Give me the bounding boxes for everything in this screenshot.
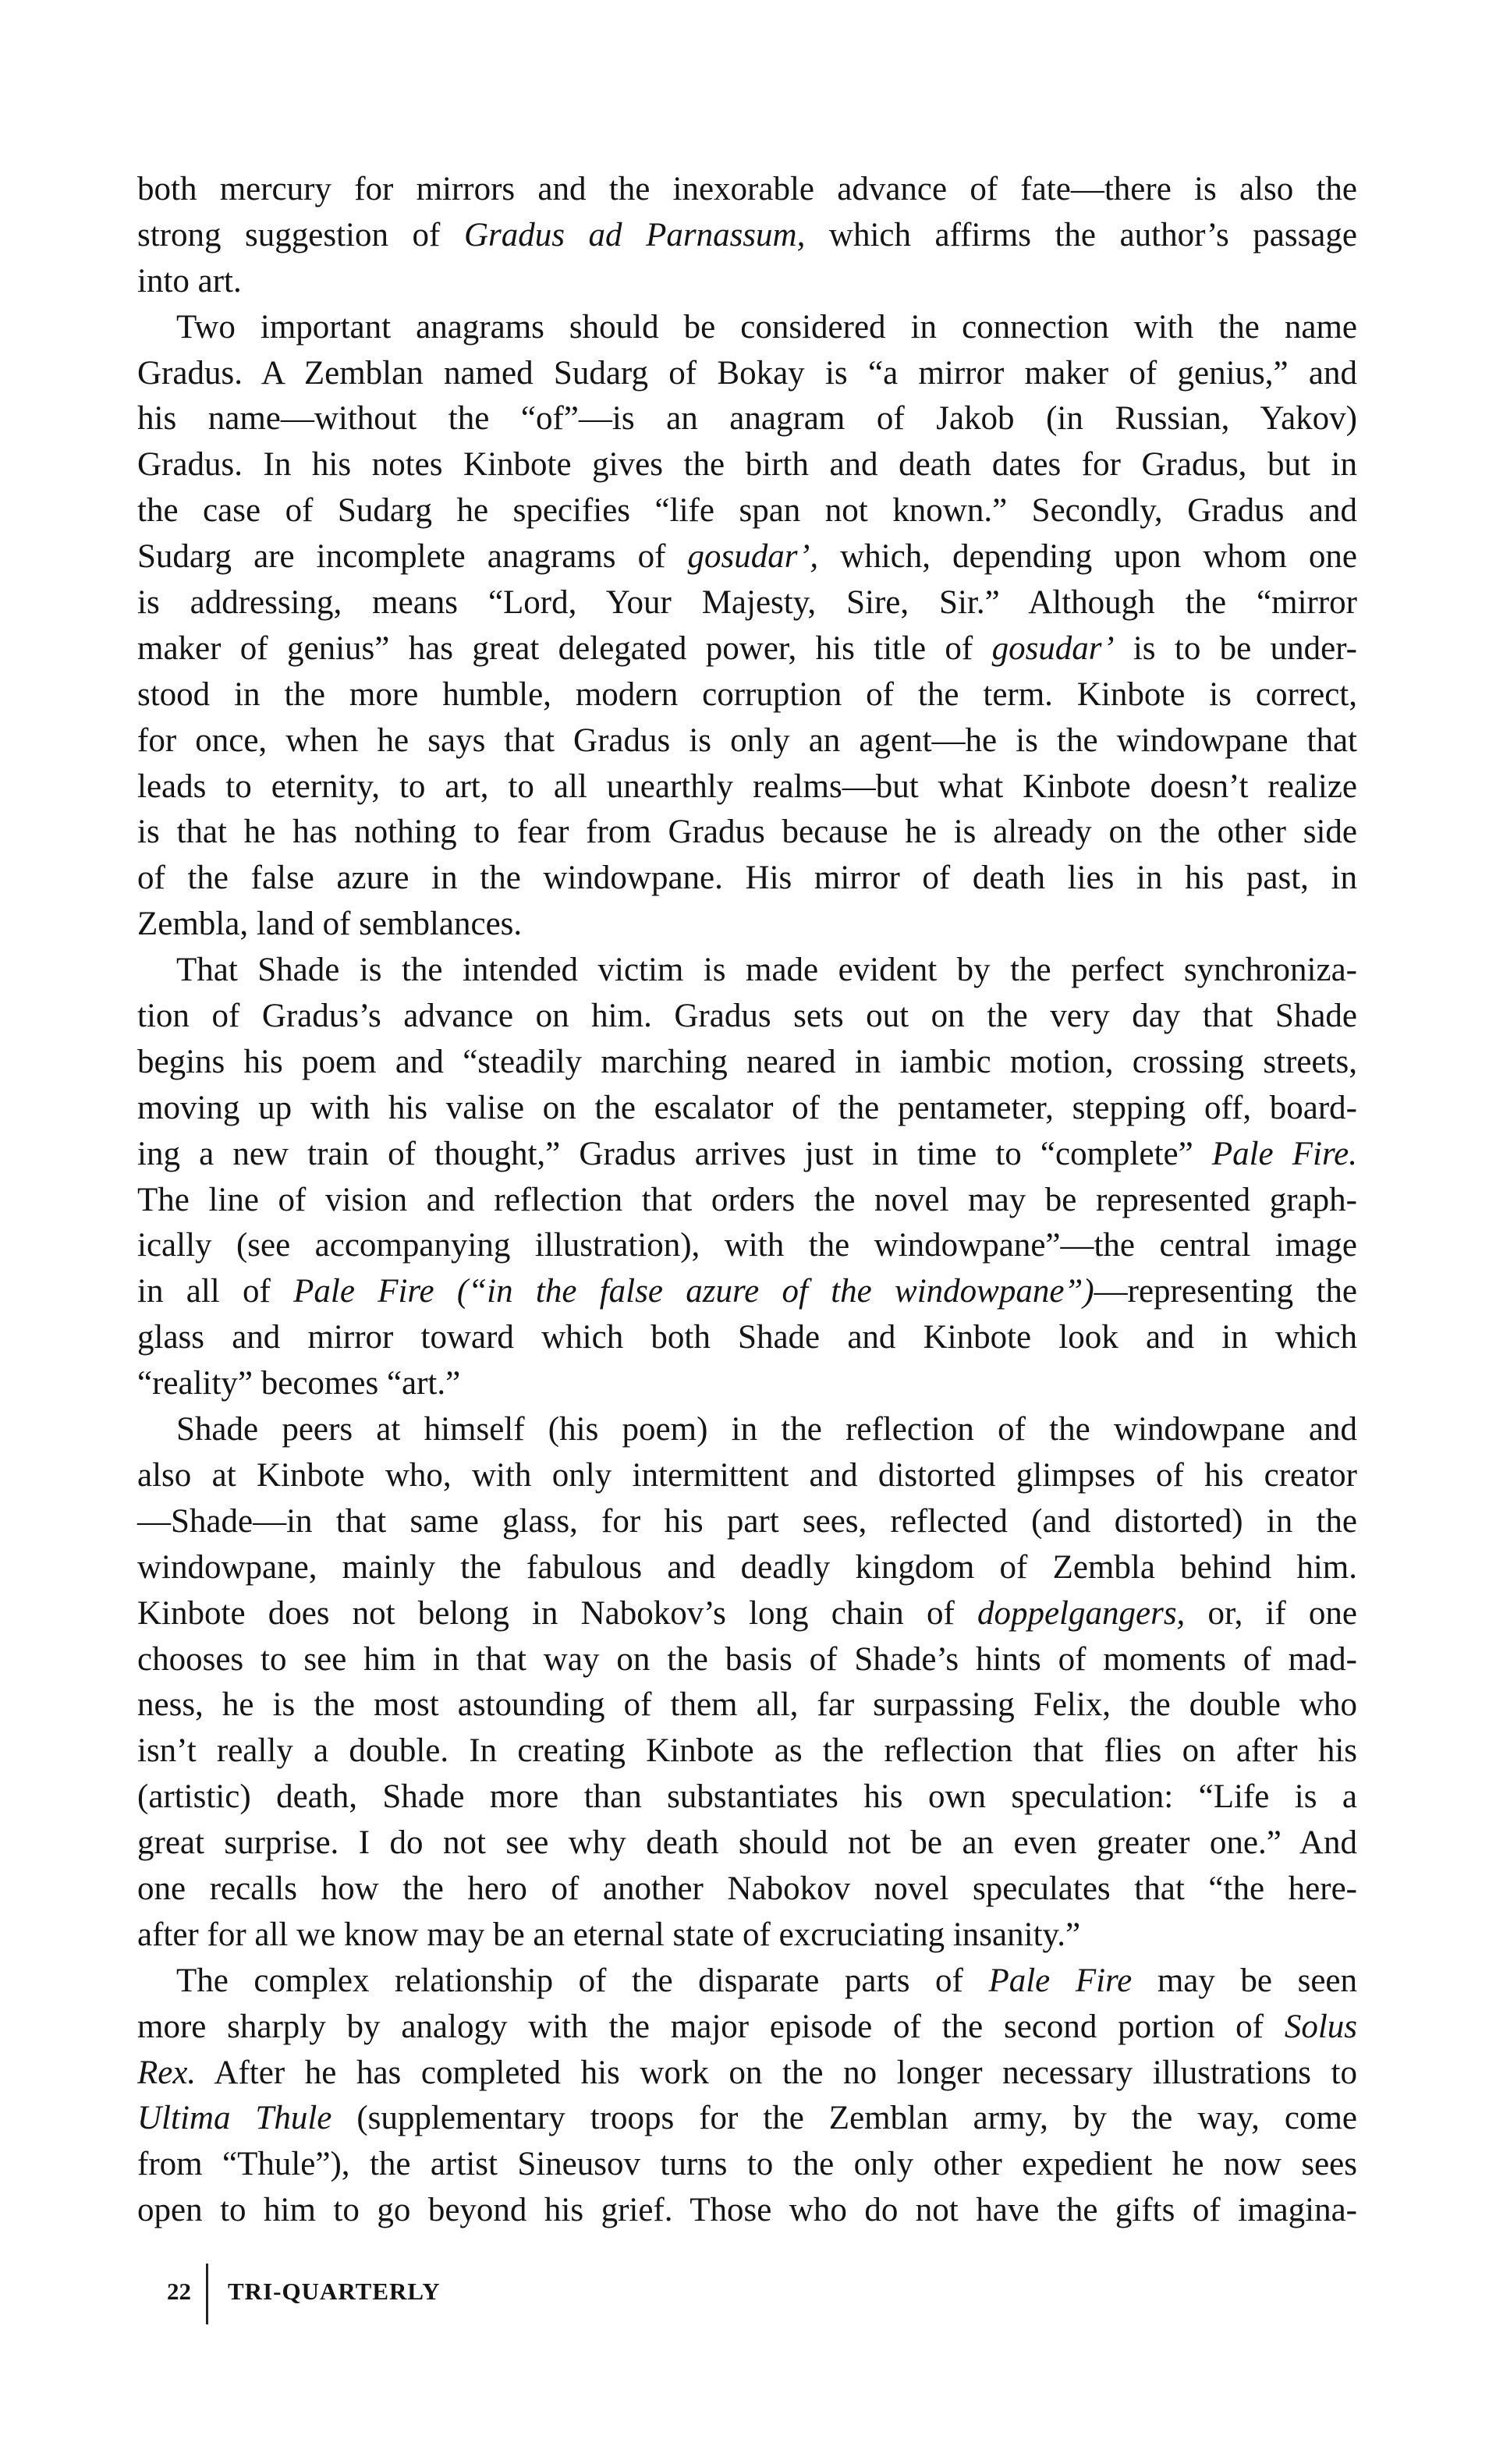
- text-line: [137, 1132, 1357, 1178]
- text-line: [137, 1821, 1357, 1867]
- text-run: his name—without the “of”—is an anagram of Jakob (in Russian, Yakov): [137, 400, 1357, 438]
- text-run: That Shade is the intended victim is made evident by the perfect synchroniza-: [176, 952, 1357, 989]
- journal-title: TRI-QUARTERLY: [228, 2278, 441, 2305]
- text-run: Gradus. A Zemblan named Sudarg of Bokay is “a mirror maker of genius,” and: [137, 354, 1357, 392]
- text-line: [137, 1867, 1357, 1913]
- italic-text: gosudar’: [991, 629, 1115, 667]
- italic-text: Solus: [1284, 2008, 1357, 2045]
- text-line: [137, 167, 1357, 213]
- text-run: from “Thule”), the artist Sineusov turns to the only other expedient he now sees: [137, 2146, 1357, 2183]
- text-run: ness, he is the most astounding of them all, far surpassing Felix, the double who: [137, 1686, 1357, 1724]
- paragraph: [137, 305, 1357, 948]
- text-run: chooses to see him in that way on the basis of Shade’s hints of moments of mad-: [137, 1640, 1357, 1678]
- text-line: [137, 259, 1357, 305]
- text-run: for once, when he says that Gradus is only an agent—he is the windowpane that: [137, 721, 1357, 759]
- text-line: [137, 1178, 1357, 1224]
- text-run: windowpane, mainly the fabulous and deadly kingdom of Zembla behind him.: [137, 1548, 1357, 1586]
- text-run: of the false azure in the windowpane. His mirror of death lies in his past, in: [137, 860, 1357, 897]
- italic-text: gosudar’,: [687, 538, 819, 576]
- text-run: Kinbote does not belong in Nabokov’s long chain of: [137, 1594, 977, 1632]
- paragraph: [137, 1959, 1357, 2234]
- text-run: Sudarg are incomplete anagrams of: [137, 538, 688, 576]
- text-run: ically (see accompanying illustration), with the windowpane”—the central image: [137, 1227, 1357, 1264]
- text-run: Two important anagrams should be considered in connection with the name: [176, 308, 1357, 346]
- text-run: leads to eternity, to art, to all unearthly realms—but what Kinbote doesn’t realize: [137, 768, 1357, 805]
- page-number: 22: [167, 2278, 191, 2305]
- text-line: [137, 764, 1357, 810]
- text-run: after for all we know may be an eternal state of excruciating insanity.”: [137, 1916, 1081, 1953]
- text-run: isn’t really a double. In creating Kinbote as the reflection that flies on after his: [137, 1732, 1357, 1770]
- text-line: [137, 1545, 1357, 1591]
- text-run: Shade peers at himself (his poem) in the reflection of the windowpane and: [176, 1411, 1357, 1448]
- text-line: [137, 1959, 1357, 2005]
- italic-text: Pale Fire.: [1211, 1135, 1357, 1172]
- text-run: in all of: [137, 1273, 294, 1310]
- text-run: “reality” becomes “art.”: [137, 1365, 461, 1402]
- text-run: open to him to go beyond his grief. Those who do not have the gifts of imagina-: [137, 2192, 1357, 2229]
- text-line: [137, 1223, 1357, 1269]
- text-run: into art.: [137, 262, 242, 300]
- text-line: [137, 2005, 1357, 2051]
- text-run: maker of genius” has great delegated power, his title of: [137, 629, 992, 667]
- text-run: both mercury for mirrors and the inexorable advance of fate—there is also the: [137, 171, 1357, 207]
- text-run: is to be under-: [1114, 629, 1357, 667]
- text-run: ing a new train of thought,” Gradus arrives just in time to “complete”: [137, 1135, 1212, 1172]
- text-run: or, if one: [1185, 1594, 1358, 1632]
- text-run: tion of Gradus’s advance on him. Gradus sets out on the very day that Shade: [137, 998, 1357, 1035]
- text-line: [137, 672, 1357, 718]
- text-line: [137, 994, 1357, 1040]
- text-line: [137, 718, 1357, 764]
- page-footer: [167, 2264, 635, 2326]
- text-line: [137, 580, 1357, 626]
- text-line: [137, 1499, 1357, 1545]
- text-run: great surprise. I do not see why death should not be an even greater one.” And: [137, 1824, 1357, 1862]
- text-line: [137, 1269, 1357, 1315]
- text-run: After he has completed his work on the no longer necessary illustrations to: [196, 2054, 1357, 2091]
- text-line: [137, 902, 1357, 948]
- footer-divider: [206, 2264, 208, 2324]
- text-run: —representing the: [1094, 1273, 1357, 1310]
- text-line: [137, 2051, 1357, 2097]
- text-line: [137, 488, 1357, 534]
- text-run: Zembla, land of semblances.: [137, 906, 523, 943]
- text-run: moving up with his valise on the escalator of the pentameter, stepping off, board-: [137, 1089, 1357, 1126]
- text-run: stood in the more humble, modern corruption of the term. Kinbote is correct,: [137, 675, 1357, 713]
- text-run: which, depending upon whom one: [818, 538, 1357, 576]
- text-line: [137, 213, 1357, 259]
- paragraph: [137, 167, 1357, 305]
- text-run: glass and mirror toward which both Shade and Kinbote look and in which: [137, 1319, 1357, 1356]
- paragraph: [137, 1407, 1357, 1959]
- italic-text: Pale Fire: [988, 1962, 1133, 1999]
- text-line: [137, 626, 1357, 672]
- text-line: [137, 534, 1357, 580]
- text-run: The line of vision and reflection that orders the novel may be represented graph-: [137, 1181, 1357, 1218]
- text-run: which affirms the author’s passage: [805, 216, 1357, 253]
- text-line: [137, 351, 1357, 397]
- italic-text: Gradus ad Parnassum,: [463, 216, 806, 253]
- text-line: [137, 305, 1357, 351]
- text-line: [137, 856, 1357, 902]
- text-run: is addressing, means “Lord, Your Majesty, Sire, Sir.” Although the “mirror: [137, 584, 1357, 622]
- text-run: The complex relationship of the disparate parts of: [176, 1962, 989, 1999]
- text-line: [137, 810, 1357, 856]
- text-run: Gradus. In his notes Kinbote gives the birth and death dates for Gradus, but in: [137, 446, 1357, 484]
- body-text: [137, 167, 1357, 2234]
- text-line: [137, 1637, 1357, 1683]
- text-run: strong suggestion of: [137, 216, 464, 253]
- text-line: [137, 1453, 1357, 1499]
- text-line: [137, 1407, 1357, 1453]
- text-line: [137, 948, 1357, 994]
- text-run: the case of Sudarg he specifies “life span not known.” Secondly, Gradus and: [137, 492, 1357, 530]
- text-line: [137, 1774, 1357, 1821]
- text-run: (supplementary troops for the Zemblan army, by the way, come: [331, 2100, 1357, 2137]
- text-run: one recalls how the hero of another Nabokov novel speculates that “the here-: [137, 1870, 1357, 1907]
- text-line: [137, 2142, 1357, 2188]
- italic-text: Rex.: [137, 2054, 197, 2091]
- text-run: more sharply by analogy with the major episode of the second portion of: [137, 2008, 1285, 2045]
- text-line: [137, 2096, 1357, 2142]
- text-run: (artistic) death, Shade more than substantiates his own speculation: “Life is a: [137, 1778, 1357, 1816]
- text-line: [137, 2188, 1357, 2234]
- text-run: begins his poem and “steadily marching neared in iambic motion, crossing streets,: [137, 1043, 1357, 1080]
- italic-text: Pale Fire (“in the false azure of the windowpane”): [293, 1273, 1094, 1310]
- text-line: [137, 1591, 1357, 1637]
- text-line: [137, 1913, 1357, 1959]
- text-run: also at Kinbote who, with only intermittent and distorted glimpses of his creator: [137, 1456, 1357, 1494]
- italic-text: doppelgangers,: [977, 1594, 1186, 1632]
- text-line: [137, 1682, 1357, 1728]
- text-run: is that he has nothing to fear from Gradus because he is already on the other side: [137, 814, 1357, 851]
- text-run: may be seen: [1132, 1962, 1357, 1999]
- text-line: [137, 442, 1357, 488]
- text-line: [137, 396, 1357, 442]
- paragraph: [137, 948, 1357, 1407]
- text-line: [137, 1315, 1357, 1361]
- italic-text: Ultima Thule: [137, 2100, 332, 2137]
- text-line: [137, 1728, 1357, 1774]
- text-line: [137, 1040, 1357, 1086]
- text-line: [137, 1361, 1357, 1407]
- text-run: —Shade—in that same glass, for his part sees, reflected (and distorted) in the: [137, 1502, 1357, 1540]
- text-line: [137, 1086, 1357, 1132]
